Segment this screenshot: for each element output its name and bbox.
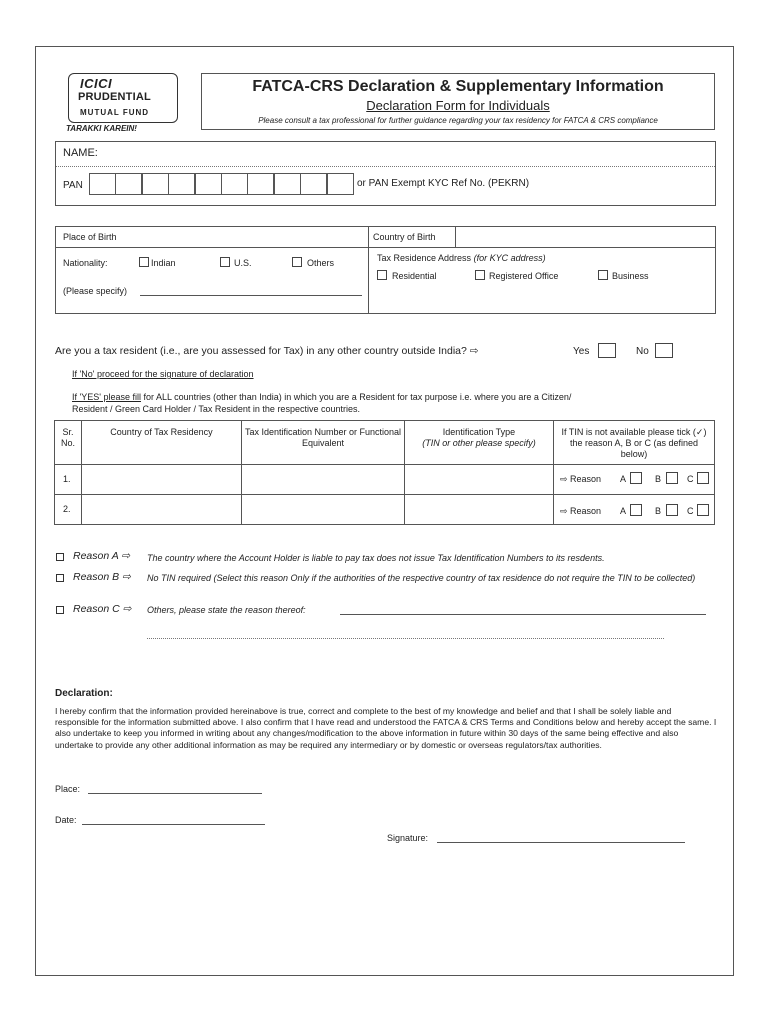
- signature-field[interactable]: [437, 842, 685, 843]
- reason-c-field[interactable]: [340, 614, 706, 615]
- if-yes-instruction-line2: Resident / Green Card Holder / Tax Resident in the respective countries.: [72, 404, 360, 414]
- reason-a-label: Reason A ⇨: [73, 550, 131, 562]
- pan-char-cell[interactable]: [327, 173, 354, 195]
- date-label: Date:: [55, 815, 77, 825]
- th-idtype: Identification Type: [442, 427, 516, 437]
- pan-char-cell[interactable]: [115, 173, 142, 195]
- declaration-heading: Declaration:: [55, 688, 113, 699]
- nationality-others-label: Others: [307, 258, 335, 268]
- name-field[interactable]: [56, 166, 715, 167]
- address-business-checkbox[interactable]: [598, 270, 608, 280]
- signature-label: Signature:: [387, 833, 429, 843]
- th-country: Country of Tax Residency: [110, 427, 213, 437]
- nationality-us-label: U.S.: [234, 258, 252, 268]
- row-1-reason-b-checkbox[interactable]: [666, 472, 678, 484]
- form-subtitle: Declaration Form for Individuals: [366, 98, 550, 113]
- form-title: FATCA-CRS Declaration & Supplementary Information: [252, 78, 664, 95]
- nationality-us-checkbox[interactable]: [220, 257, 230, 267]
- place-of-birth-label: Place of Birth: [63, 232, 117, 242]
- country-of-birth-label: Country of Birth: [373, 232, 436, 242]
- row-2-reason-a-checkbox[interactable]: [630, 504, 642, 516]
- row-1-reason-label: ⇨ Reason: [560, 474, 602, 484]
- reason-b-bullet-icon: [56, 574, 64, 582]
- date-field[interactable]: [82, 824, 265, 825]
- pekrn-label: or PAN Exempt KYC Ref No. (PEKRN): [357, 178, 530, 189]
- reason-c-field-line2[interactable]: [147, 638, 664, 639]
- specify-field[interactable]: [140, 295, 362, 296]
- name-label: NAME:: [63, 147, 98, 159]
- reason-b-label: Reason B ⇨: [73, 571, 131, 583]
- row-1-srno: 1.: [63, 474, 71, 484]
- address-business-label: Business: [612, 271, 649, 281]
- th-tin: Tax Identification Number or Functional Equivalent: [244, 427, 402, 448]
- yes-label: Yes: [573, 346, 590, 357]
- reason-a-bullet-icon: [56, 553, 64, 561]
- nationality-others-checkbox[interactable]: [292, 257, 302, 267]
- pan-char-cell[interactable]: [300, 173, 327, 195]
- address-residential-label: Residential: [392, 271, 437, 281]
- reason-a-text: The country where the Account Holder is liable to pay tax does not issue Tax Identification Numbers to its resdents.: [147, 553, 605, 563]
- row-2-reason-c-checkbox[interactable]: [697, 504, 709, 516]
- place-label: Place:: [55, 784, 81, 794]
- address-residential-checkbox[interactable]: [377, 270, 387, 280]
- pan-label: PAN: [63, 180, 83, 191]
- yes-checkbox[interactable]: [598, 343, 616, 358]
- row-1-reason-c-checkbox[interactable]: [697, 472, 709, 484]
- pan-char-cell[interactable]: [142, 173, 169, 195]
- logo-line-2: PRUDENTIAL: [78, 91, 151, 103]
- pan-char-cell[interactable]: [195, 173, 222, 195]
- place-field[interactable]: [88, 793, 262, 794]
- specify-label: (Please specify): [63, 286, 128, 296]
- pan-char-cell[interactable]: [274, 173, 301, 195]
- row-2-reason-b-checkbox[interactable]: [666, 504, 678, 516]
- reason-c-label: Reason C ⇨: [73, 603, 132, 615]
- pan-char-cell[interactable]: [221, 173, 248, 195]
- reason-c-text: Others, please state the reason thereof:: [147, 605, 306, 615]
- if-yes-instruction: If 'YES' please fill for ALL countries (other than India) in which you are a Resident for tax purpose i.e. where you are a Citizen/: [72, 392, 572, 402]
- logo-tagline: TARAKKI KAREIN!: [66, 124, 137, 133]
- declaration-text: I hereby confirm that the information provided hereinabove is true, correct and complete to the best of my knowledge and belief and that I shall be solely liable and responsible for the information submitted above. I also confirm that I have read and understood the FATCA & CRS Terms and Conditions below and hereby accept the same. I also undertake to keep you informed in writing about any changes/modification to the above information in future within 30 days of the same being effective and also undertake to provide any other additional information as may be required any intermediary or by domestic or overseas regulators/tax authorities.: [55, 706, 717, 750]
- row-2-reason-label: ⇨ Reason: [560, 506, 602, 516]
- row-2-a-label: A: [620, 506, 627, 516]
- tax-question: Are you a tax resident (i.e., are you assessed for Tax) in any other country outside India? ⇨: [55, 345, 479, 357]
- logo-line-3: MUTUAL FUND: [80, 108, 150, 117]
- nationality-indian-checkbox[interactable]: [139, 257, 149, 267]
- row-2-srno: 2.: [63, 504, 71, 514]
- pan-char-cell[interactable]: [247, 173, 274, 195]
- reason-c-bullet-icon: [56, 606, 64, 614]
- row-2-b-label: B: [655, 506, 662, 516]
- pan-char-cell[interactable]: [89, 173, 116, 195]
- row-2-c-label: C: [687, 506, 694, 516]
- pan-char-cell[interactable]: [168, 173, 195, 195]
- no-label: No: [636, 346, 649, 357]
- form-note: Please consult a tax professional for further guidance regarding your tax residency for FATCA & CRS compliance: [258, 116, 658, 125]
- th-notin: If TIN is not available please tick (✓) the reason A, B or C (as defined below): [561, 427, 707, 459]
- nationality-indian-label: Indian: [151, 258, 176, 268]
- address-registered-label: Registered Office: [489, 271, 559, 281]
- logo-line-1: ICICI: [80, 76, 113, 91]
- th-idtype-note: (TIN or other please specify): [422, 438, 536, 448]
- address-registered-checkbox[interactable]: [475, 270, 485, 280]
- reason-b-text: No TIN required (Select this reason Only if the authorities of the respective country of tax residence do not require the TIN to be collected): [147, 573, 696, 583]
- row-1-a-label: A: [620, 474, 627, 484]
- row-1-reason-a-checkbox[interactable]: [630, 472, 642, 484]
- tax-address-heading: Tax Residence Address (for KYC address): [377, 253, 546, 263]
- row-1-b-label: B: [655, 474, 662, 484]
- row-1-c-label: C: [687, 474, 694, 484]
- if-no-instruction: If 'No' proceed for the signature of declaration: [72, 369, 254, 379]
- nationality-label: Nationality:: [63, 258, 108, 268]
- no-checkbox[interactable]: [655, 343, 673, 358]
- th-srno: Sr. No.: [60, 427, 75, 448]
